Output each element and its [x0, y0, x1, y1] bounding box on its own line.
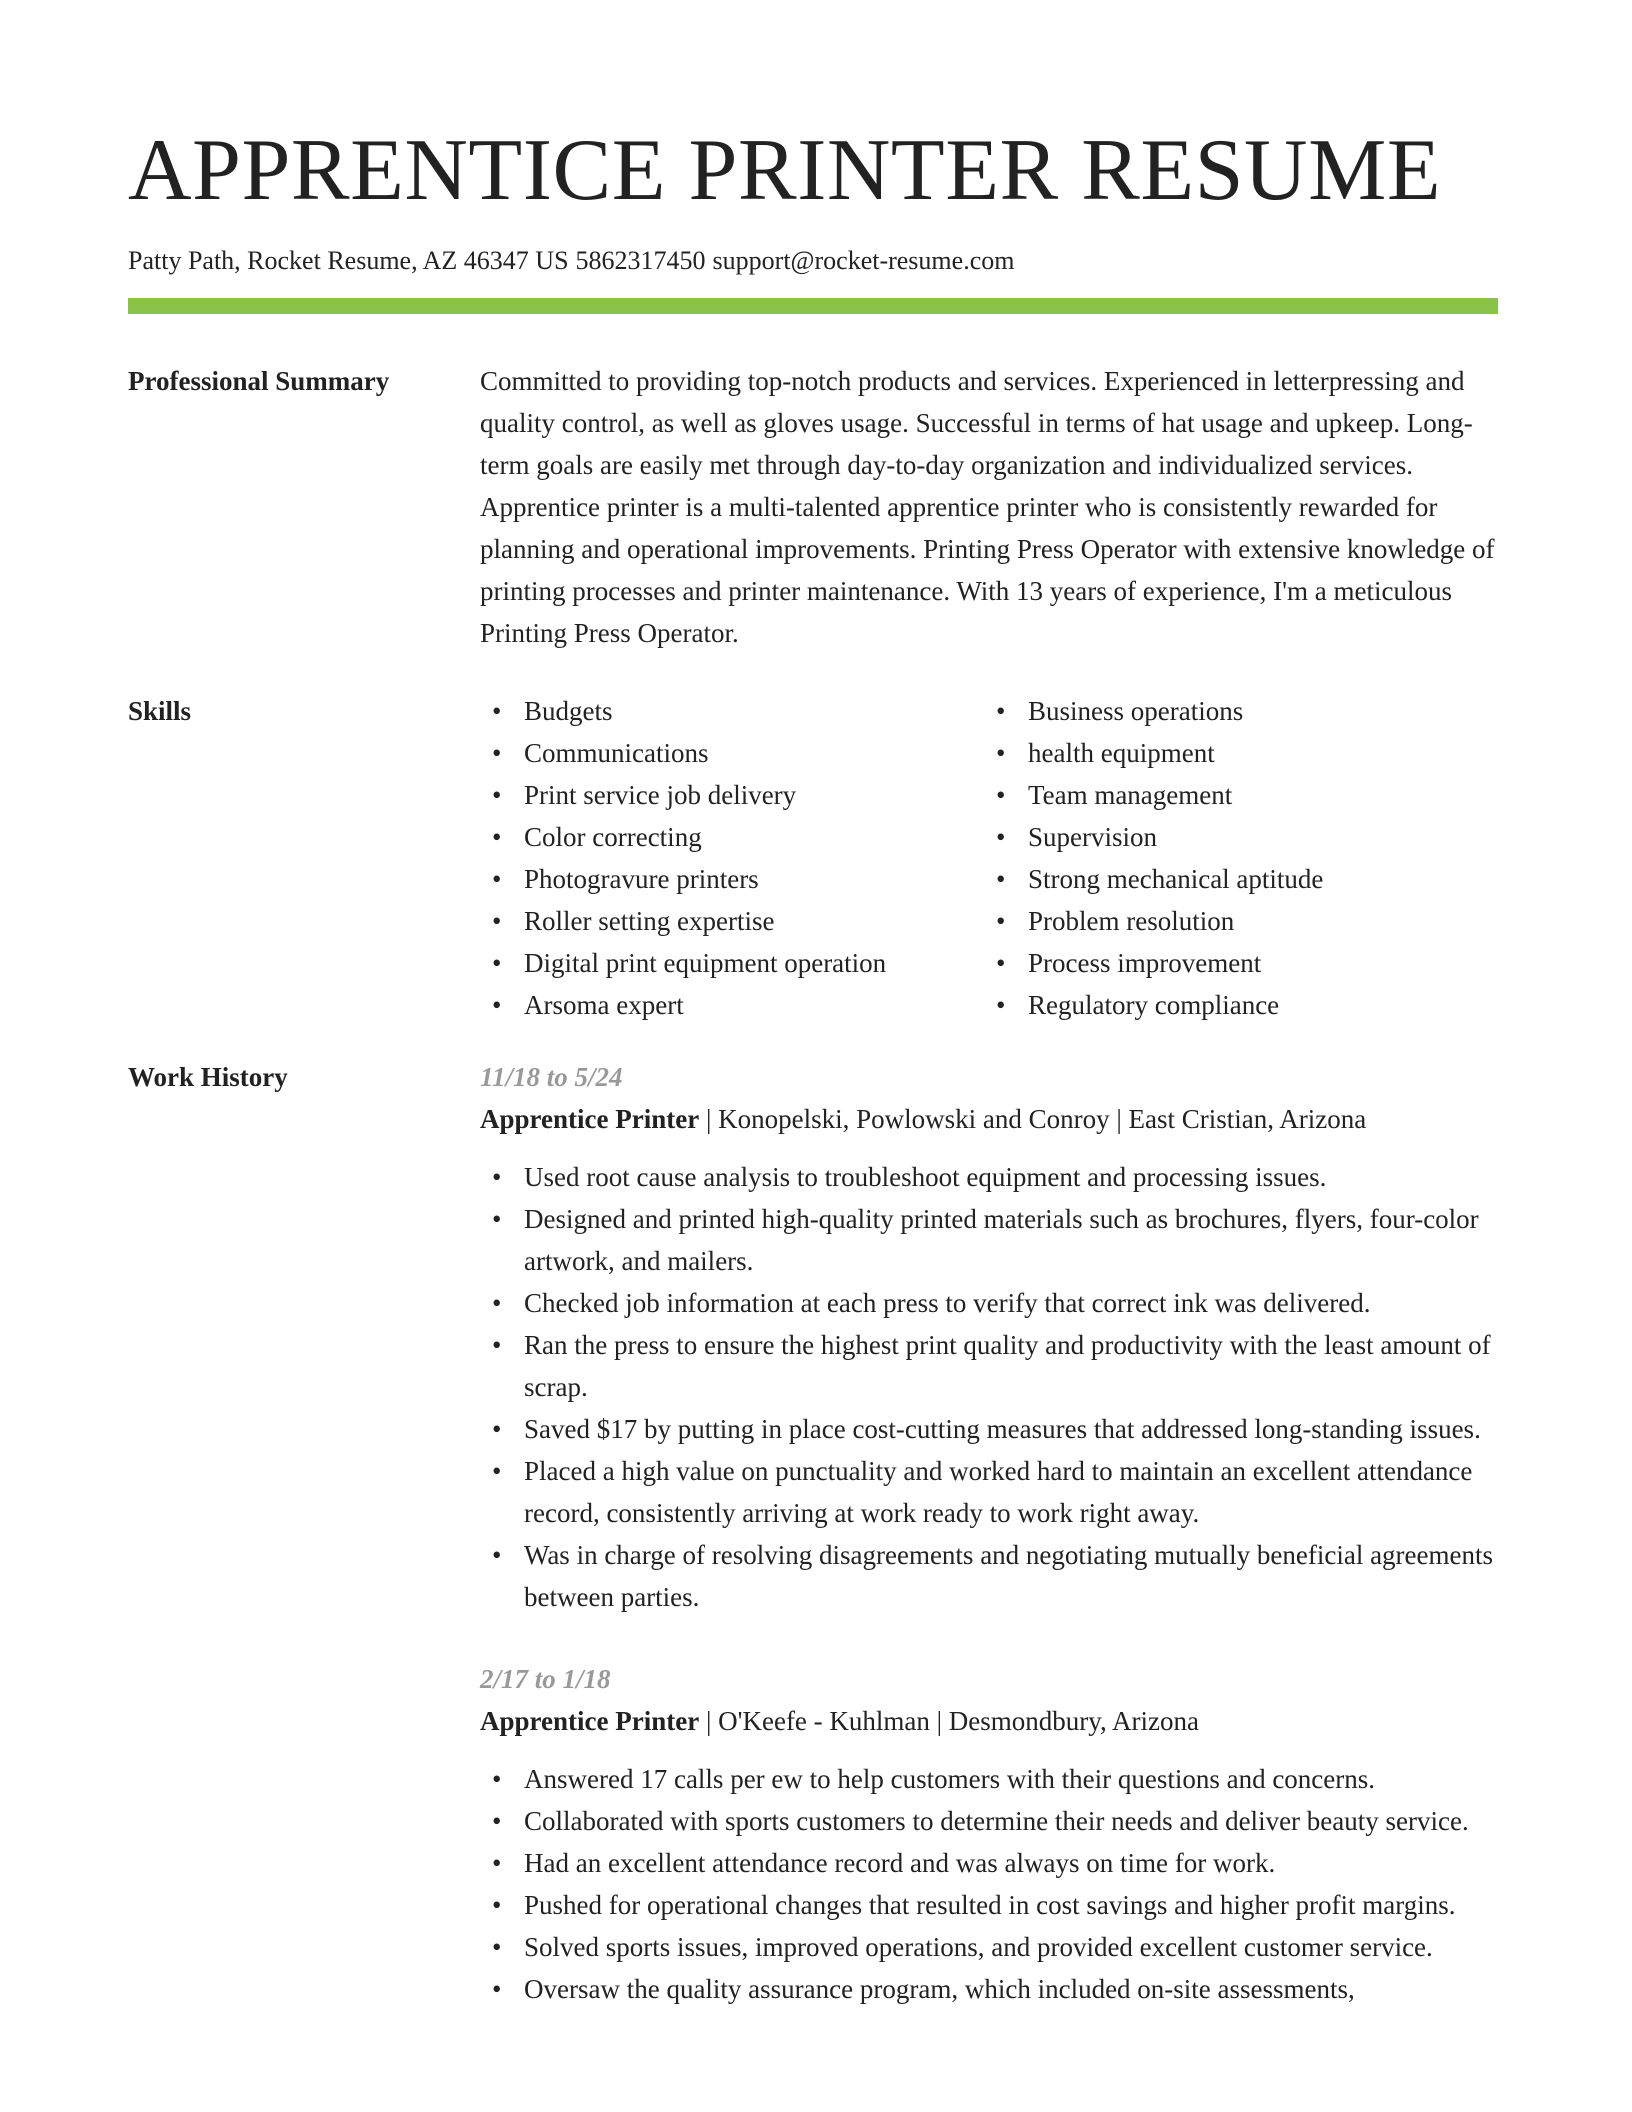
skill-item: • Strong mechanical aptitude [984, 858, 1498, 900]
skill-item: • Supervision [984, 816, 1498, 858]
job-title-line [480, 1098, 1498, 1140]
skill-item: • Process improvement [984, 942, 1498, 984]
skill-item: • Business operations [984, 690, 1498, 732]
contact-address: Patty Path, Rocket Resume, AZ 46347 US [128, 246, 569, 275]
job-title-line [480, 1700, 1498, 1742]
job-bullet: • Ran the press to ensure the highest print quality and productivity with the least amount of scrap. [480, 1324, 1498, 1408]
job-bullet: • Answered 17 calls per ew to help customers with their questions and concerns. [480, 1758, 1498, 1800]
section-label-summary: Professional Summary [128, 366, 390, 396]
contact-line [128, 244, 1498, 278]
summary-section [128, 360, 1498, 654]
skill-item: • Arsoma expert [480, 984, 984, 1026]
job-bullet: • Solved sports issues, improved operations, and provided excellent customer service. [480, 1926, 1498, 1968]
skills-list-left [480, 690, 984, 1026]
job-company-line: | O'Keefe - Kuhlman | Desmondbury, Arizona [699, 1706, 1199, 1736]
job-bullet: • Oversaw the quality assurance program, which included on-site assessments, [480, 1968, 1498, 2010]
job-bullet: • Designed and printed high-quality printed materials such as brochures, flyers, four-color artwork, and mailers. [480, 1198, 1498, 1282]
job-bullet: • Used root cause analysis to troubleshoot equipment and processing issues. [480, 1156, 1498, 1198]
job-bullet: • Was in charge of resolving disagreements and negotiating mutually beneficial agreements between parties. [480, 1534, 1498, 1618]
job-entry [480, 1658, 1498, 2010]
skill-item: • Digital print equipment operation [480, 942, 984, 984]
skill-item: • Team management [984, 774, 1498, 816]
skills-list-right [984, 690, 1498, 1026]
skill-item: • health equipment [984, 732, 1498, 774]
skills-columns [480, 690, 1498, 1026]
work-history-section [128, 1056, 1498, 2050]
job-bullet: • Had an excellent attendance record and was always on time for work. [480, 1842, 1498, 1884]
job-bullet: • Checked job information at each press to verify that correct ink was delivered. [480, 1282, 1498, 1324]
skill-item: • Regulatory compliance [984, 984, 1498, 1026]
job-bullet: • Saved $17 by putting in place cost-cutting measures that addressed long-standing issues. [480, 1408, 1498, 1450]
job-entry [480, 1056, 1498, 1618]
contact-phone: 5862317450 [575, 246, 706, 275]
skill-item: • Problem resolution [984, 900, 1498, 942]
resume-title: APPRENTICE PRINTER RESUME [128, 122, 1442, 219]
resume-header [128, 0, 1498, 314]
work-history-list [480, 1056, 1498, 2050]
job-bullet: • Pushed for operational changes that resulted in cost savings and higher profit margins. [480, 1884, 1498, 1926]
skill-item: • Budgets [480, 690, 984, 732]
contact-email: support@rocket-resume.com [712, 246, 1015, 275]
job-bullet: • Placed a high value on punctuality and worked hard to maintain an excellent attendance record, consistently arriving at work ready to work right away. [480, 1450, 1498, 1534]
job-title: Apprentice Printer [480, 1706, 700, 1736]
job-dates: 11/18 to 5/24 [480, 1062, 623, 1092]
summary-text: Committed to providing top-notch products and services. Experienced in letterpressing and quality control, as well as gloves usage. Successful in terms of hat usage and upkeep. Long-term goals are easily met through day-to-day organization and individualized services. Apprentice printer is a multi-talented apprentice printer who is consistently rewarded for planning and operational improvements. Printing Press Operator with extensive knowledge of printing processes and printer maintenance. With 13 years of experience, I'm a meticulous Printing Press Operator. [480, 366, 1495, 648]
job-title: Apprentice Printer [480, 1104, 700, 1134]
skill-item: • Communications [480, 732, 984, 774]
job-bullets [480, 1156, 1498, 1618]
accent-divider [128, 298, 1498, 314]
skill-item: • Color correcting [480, 816, 984, 858]
job-company-line: | Konopelski, Powlowski and Conroy | East Cristian, Arizona [699, 1104, 1367, 1134]
skill-item: • Photogravure printers [480, 858, 984, 900]
job-dates: 2/17 to 1/18 [480, 1664, 611, 1694]
skill-item: • Print service job delivery [480, 774, 984, 816]
section-label-work: Work History [128, 1062, 288, 1092]
section-label-skills: Skills [128, 696, 192, 726]
job-bullets [480, 1758, 1498, 2010]
job-bullet: • Collaborated with sports customers to determine their needs and deliver beauty service. [480, 1800, 1498, 1842]
skills-section [128, 690, 1498, 1026]
skill-item: • Roller setting expertise [480, 900, 984, 942]
